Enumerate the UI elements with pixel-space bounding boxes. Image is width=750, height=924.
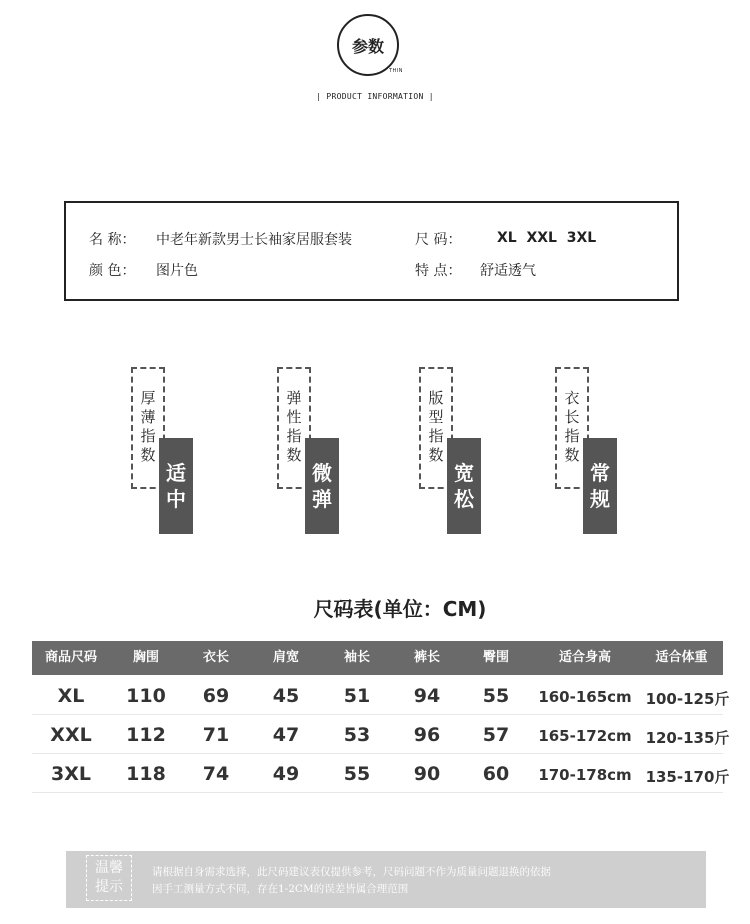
table-row: XXL 112 71 47 53 96 57 165-172cm 120-135斤: [50, 724, 730, 747]
index-label: 衣 长 指 数: [555, 367, 589, 489]
product-info-box: [64, 201, 679, 301]
index-label: 厚 薄 指 数: [131, 367, 165, 489]
color-label: 颜 色：: [89, 263, 136, 279]
header-cell: 臀围: [482, 650, 509, 665]
header-cell: 衣长: [202, 650, 229, 665]
name-label: 名 称：: [89, 232, 136, 248]
tip-badge: 温馨 提示: [86, 855, 132, 901]
header-cell: 商品尺码: [44, 650, 97, 665]
section-subtitle: | PRODUCT INFORMATION |: [316, 92, 434, 101]
index-value: 宽 松: [447, 438, 481, 534]
header-cell: 胸围: [132, 650, 159, 665]
thickness-index: [131, 367, 186, 511]
index-value: 常 规: [583, 438, 617, 534]
color-value: 图片色: [156, 263, 198, 279]
size-value: XL XXL 3XL: [497, 230, 597, 246]
elasticity-index: [277, 367, 332, 511]
row-divider: [32, 792, 723, 793]
index-label: 弹 性 指 数: [277, 367, 311, 489]
feature-label: 特 点：: [415, 263, 462, 279]
header-cell: 适合身高: [558, 650, 611, 665]
index-label: 版 型 指 数: [419, 367, 453, 489]
header-cell: 适合体重: [655, 650, 708, 665]
index-value: 适 中: [159, 438, 193, 534]
table-row: 3XL 118 74 49 55 90 60 170-178cm 135-170斤: [51, 763, 730, 786]
tip-line-1: 请根据自身需求选择，此尺码建议表仅提供参考，尺码问题不作为质量问题退换的依据: [152, 866, 551, 878]
size-table-header: [32, 641, 723, 675]
logo-badge: [337, 14, 399, 76]
feature-value: 舒适透气: [480, 263, 536, 279]
fit-index: [419, 367, 474, 511]
header-cell: 肩宽: [272, 650, 299, 665]
logo-subtext: THIN: [389, 68, 404, 74]
size-label: 尺 码：: [415, 232, 462, 248]
tip-line-2: 因手工测量方式不同，存在1-2CM的误差皆属合理范围: [152, 883, 409, 895]
table-row: XL 110 69 45 51 94 55 160-165cm 100-125斤: [57, 685, 730, 708]
logo-text: 参数: [351, 36, 384, 56]
length-index: [555, 367, 610, 511]
header-cell: 袖长: [343, 650, 370, 665]
size-table-title: 尺码表(单位：CM): [313, 597, 487, 621]
index-value: 微 弹: [305, 438, 339, 534]
header-cell: 裤长: [413, 650, 440, 665]
name-value: 中老年新款男士长袖家居服套装: [156, 232, 352, 248]
tip-banner: [66, 851, 706, 908]
